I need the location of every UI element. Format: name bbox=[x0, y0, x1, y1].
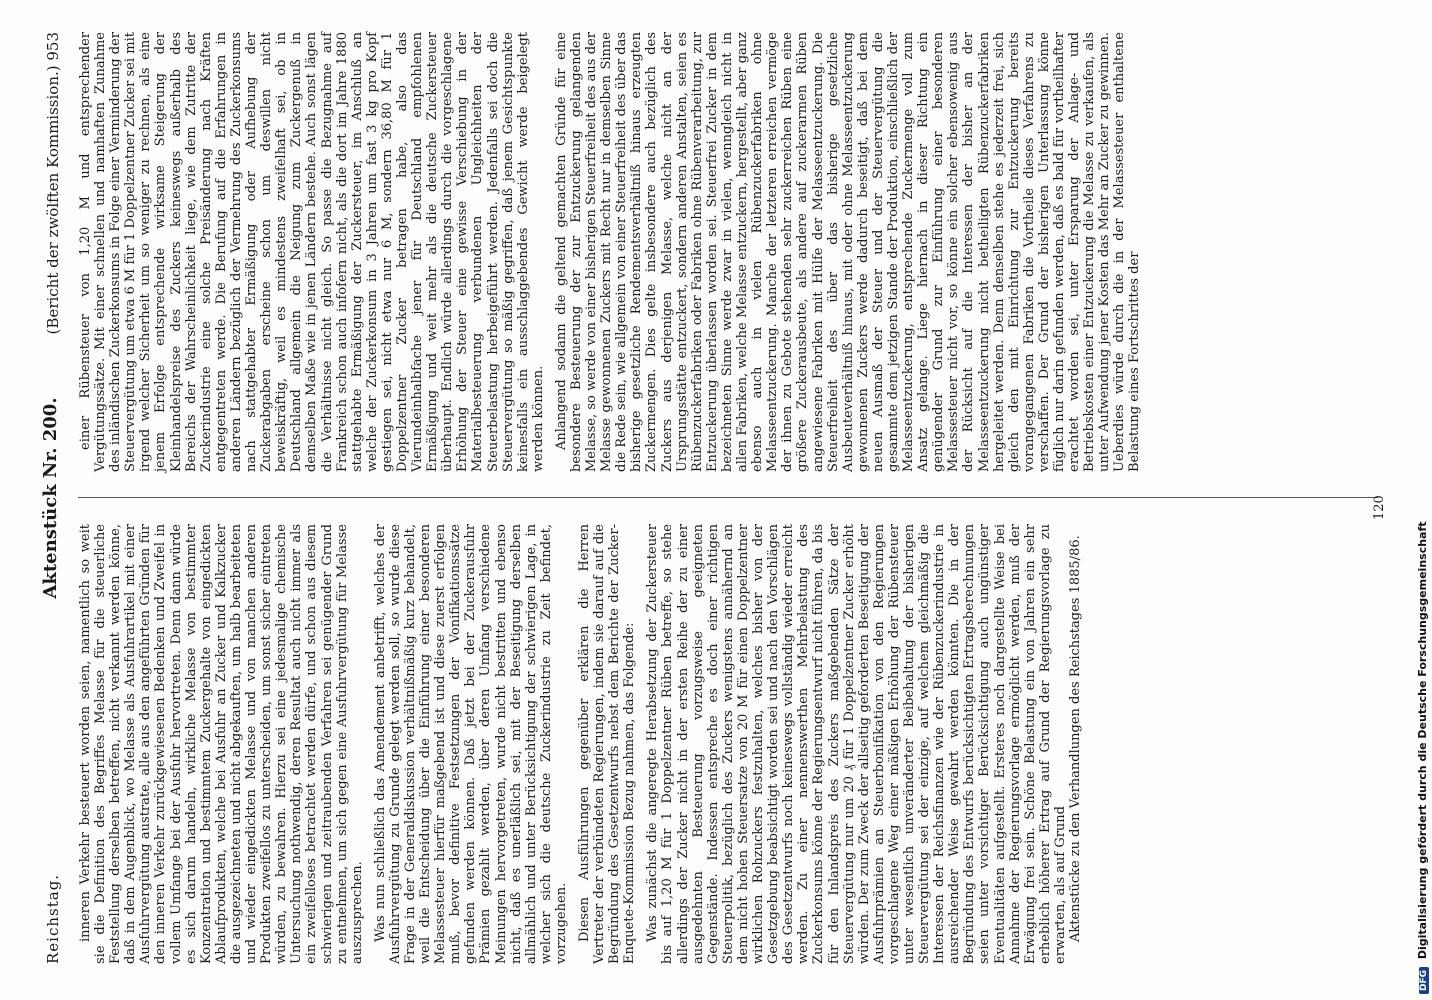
digitization-footer bbox=[1416, 521, 1429, 994]
page-header bbox=[36, 32, 70, 964]
page-number: 120 bbox=[1372, 495, 1387, 520]
paragraph: Was nun schließlich das Amendement anbetrifft, welches der Ausfuhrvergütung zu Grunde gelegt werden soll, so wurde diese Frage in der Generaldiskussion verhältnißmäßig kurz behandelt, weil die Entscheidung über die Einführung einer besonderen Melassesteuer hierfür maßgebend ist und diese zuerst erfolgen muß, bevor definitive Festsetzungen der Vonifikationssätze gefunden werden können. Daß jetzt bei der Zuckerausfuhr Prämien gezahlt werden, über deren Umfang verschiedene Meinungen hervorgetreten, wurde nicht bestritten und ebenso nicht, daß es unerläßlich sei, mit der Beseitigung derselben allmählich und unter Berücksichtigung der schwierigen Lage, in welcher sich die deutsche Zuckerindustrie zu Zeit befindet, vorzugehen. bbox=[372, 524, 569, 964]
left-text-column bbox=[78, 524, 1083, 964]
column-divider bbox=[78, 497, 1378, 498]
right-text-column bbox=[78, 32, 1388, 472]
paragraph: einer Rübensteuer von 1,20 M und entsprechender Vergütungssätze. Mit einer schnellen und namhaften Zunahme des inländischen Zuckerkonsums in Folge einer Verminderung der Steuervergütung um etwa 6 M für 1 Doppelzentner Zucker sei mit irgend welcher Sicherheit um so weniger zu rechnen, als eine jenem Erfolge entsprechende wirksame Steigerung der Kleinhandelspreise des Zuckers keineswegs außerhalb des Bereichs der Wahrscheinlichkeit liege, wie dem Zutritte der Zuckerindustrie eine solche Preisänderung nach Kräften entgegentreten werde. Die Berufung auf die Erfahrungen in anderen Ländern bezüglich der Vermehrung des Zuckerkonsums nach stattgehabter Ermäßigung oder Aufhebung der Zuckerabgaben erscheine schon um deswillen nicht beweiskräftig, weil es mindestens zweifelhaft sei, ob in Deutschland allgemein die Neigung zum Zuckergenuß in demselben Maße wie in jenen Ländern bestehe. Auch sonst lägen die Verhältnisse nicht gleich. So passe die Bezugnahme auf Frankreich schon auch infofern nicht, als die dort im Jahre 1880 stattgehabte Ermäßigung der Zuckersteuer, im Anschluß an welche der Zuckerkonsum in 3 Jahren um fast 3 kg pro Kopf gestiegen sei, nicht etwa nur 6 M, sondern 36,80 M für 1 Doppelzentner Zucker betragen habe, also das Vierundeinhalbfache jener für Deutschland empfohlenen Ermäßigung und weit mehr als die deutsche Zuckersteuer überhaupt. Endlich würde allerdings durch die vorgeschlagene Erhöhung der Steuer eine gewisse Verschiebung in der Materialbesteuerung verbundenen Ungleichheiten der Steuerbelastung herbeigeführt werden. Jedenfalls sei doch die Steuervergütung so mäßig gegriffen, daß jenem Gesichtspunkte keinesfalls ein ausschlaggebendes Gewicht werde beigelegt werden können. bbox=[78, 32, 546, 472]
paragraph: Anlangend sodann die geltend gemachten Gründe für eine besondere Besteuerung der zur Entzuckerung gelangenden Melasse, so werde von einer bisherigen Steuerfreiheit des aus der Melasse gewonnenen Zuckers mit Recht nur in demselben Sinne die Rede sein, wie allgemein von einer Steuerfreiheit des über das bisherige gesetzliche Rendementsverhältniß hinaus erzeugten Zuckermengen. Dies gelte insbesondere auch bezüglich des Zuckers aus derjenigen Melasse, welche nicht an der Ursprungsstätte entzuckert, sondern anderen Anstalten, seien es Rübenzuckerfabriken oder Fabriken ohne Rübenverarbeitung, zur Entzuckerung überlassen worden sei. Steuerfrei Zucker in dem bezeichneten Sinne werde zwar in vielen, wenngleich nicht in allen Fabriken, welche Melasse entzuckern, hergestellt, aber ganz ebenso auch in vielen Rübenzuckerfabriken ohne Melasseentzuckerung. Manche der letzteren erreichen vermöge der ihnen zu Gebote stehenden sehr zuckerreichen Rüben eine größere Zuckerausbeute, als andere auf zuckerarmen Rüben angewiesene Fabriken mit Hülfe der Melasseentzuckerung. Die Steuerfreiheit des über das bisherige gesetzliche Ausbeuteverhältniß hinaus, mit oder ohne Melasseentzuckerung gewonnenen Zuckers werde dadurch beseitigt, daß bei dem neuen Ausmaß der Steuer und der Steuervergütung die gesammte dem jetzigen Stande der Produktion, einschließlich der Melasseentzuckerung, entsprechende Zuckermenge voll zum Ansatz gelange. Liege hiernach in dieser Richtung ein genügender Grund zur Einführung einer besonderen Melassesteuer nicht vor, so könne ein solcher ebensowenig aus der Rücksicht auf die Interessen der bisher an der Melasseentzuckerung nicht betheiligten Rübenzuckerfabriken hergeleitet werden. Denn denselben stehe es jederzeit frei, sich gleich den mit Einrichtung zur Entzuckerung bereits vorangegangenen Fabriken die Vortheile dieses Verfahrens zu verschaffen. Der Grund der bisherigen Unterlassung könne füglich nur darin gefunden werden, daß es bald für vortheilhafter erachtet worden sei, unter Ersparung der Anlage- und Betriebskosten einer Entzuckerung die Melasse zu verkaufen, als unter Aufwendung jener Kosten das Mehr an Zucker zu gewinnen. Ueberdies würde durch die in der Melassesteuer enthaltene Belastung eines Fortschrittes der bbox=[553, 32, 1143, 472]
source-note: Aktenstücke zu den Verhandlungen des Reichstages 1885/86. bbox=[1068, 535, 1083, 942]
footer-text: Digitalisierung gefördert durch die Deutsche Forschungsgemeinschaft bbox=[1416, 521, 1429, 960]
paragraph: Diesen Ausführungen gegenüber erklären die Herren Vertreter der verbündeten Regierungen, indem sie darauf auf die Begründung des Gesetzentwurfs nebst dem Berichte der Zucker-Enquete-Kommission Bezug nahmen, das Folgende: bbox=[577, 524, 638, 964]
header-left: Reichstag. bbox=[44, 873, 62, 964]
header-title: Aktenstück Nr. 200. bbox=[40, 397, 61, 599]
paragraph: Was zunächst die angeregte Herabsetzung der Zuckersteuer bis auf 1,20 M für 1 Doppelzentner Rüben betreffe, so stehe allerdings der Zucker nicht in der ersten Reihe der zu einer ausgedehnten Besteuerung vorzugsweise geeigneten Gegenstände. Indessen entspreche es doch einer richtigen Steuerpolitik, bezüglich des Zuckers wenigstens annähernd an dem nicht hohen Steuersatze von 20 M für einen Doppelzentner wirklichen Rohzuckers festzuhalten, welches bisher von der Gesetzgebung beabsichtigt worden sei und nach den Vorschlägen des Gesetzentwurfs noch keineswegs vollständig wieder erreicht werden. Zu einer nennenswerthen Mehrbelastung des Zuckerkonsums könne der Regierungsentwurf nicht führen, da bis für den Inlandspreis des Zuckers maßgebenden Sätze der Steuervergütung nur um 20 ₰ für 1 Doppelzentner Zucker erhöht würden. Der zum Zweck der allseitig geforderten Beseitigung der Ausfuhrprämien an Steuerbonifikation von den Regierungen vorgeschlagene Weg einer mäßigen Erhöhung der Rübensteuer unter wesentlich unveränderter Beibehaltung der bisherigen Steuervergütung sei der einzige, auf welchem gleichmäßig die Interessen der Reichsfinanzen wie der Rübenzuckerindustrie in ausreichender Weise gewahrt werden könnten. Die in der Begründung des Entwurfs berücksichtigten Ertragsberechnungen seien unter vorsichtiger Berücksichtigung auch ungünstiger Eventualitäten aufgestellt. Ersteres noch dargestellte Weise bei Annahme der Regierungsvorlage ermöglicht werden, muß der Erwägung frei sein. Schöne Belastung ein von Jahren ein sehr erheblich höherer Ertrag auf Grund der Regierungsvorlage zu erwarten, als auf Grund bbox=[645, 524, 1068, 964]
dfg-logo-icon: DFG bbox=[1419, 967, 1429, 994]
paragraph: inneren Verkehr besteuert worden seien, namentlich so weit sie die Definition des Begriffes Melasse für die steuerliche Feststellung derselben betreffen, nicht verkannt werden könne, daß in dem Augenblick, wo Melasse als Ausfuhrartikel mit einer Ausfuhrvergütung austrate, alle aus den angeführten Gründen für den inneren Verkehr zurückgewiesenen Bedenken und Zweifel in vollem Umfange bei der Ausfuhr hervortreten. Denn dann würde es sich darum handeln, wirkliche Melasse von bestimmter Konzentration und bestimmtem Zuckergehalte von eingedickten Ablaufprodukten, welche bei Ausfuhr an Zucker und Kalkzucker die ausgezeichneten und nicht abgekauften, um halb bearbeiteten und wieder eingedickten Melasse und von manchen anderen Produkten zweifellos zu unterscheiden, um sonst sicher eintreten würden, zu bewahren. Hierzu sei eine jedesmalige chemische Untersuchung nothwendig, deren Resultat auch nicht immer als ein zweifelloses betrachtet werden dürfe, und schon aus diesem schwierigen und zeitraubenden Verfahren sei genügender Grund zu entnehmen, um sich gegen eine Ausfuhrvergütung für Melasse auszusprechen. bbox=[78, 524, 365, 964]
header-right: (Bericht der zwölften Kommission.) 953 bbox=[44, 32, 62, 335]
